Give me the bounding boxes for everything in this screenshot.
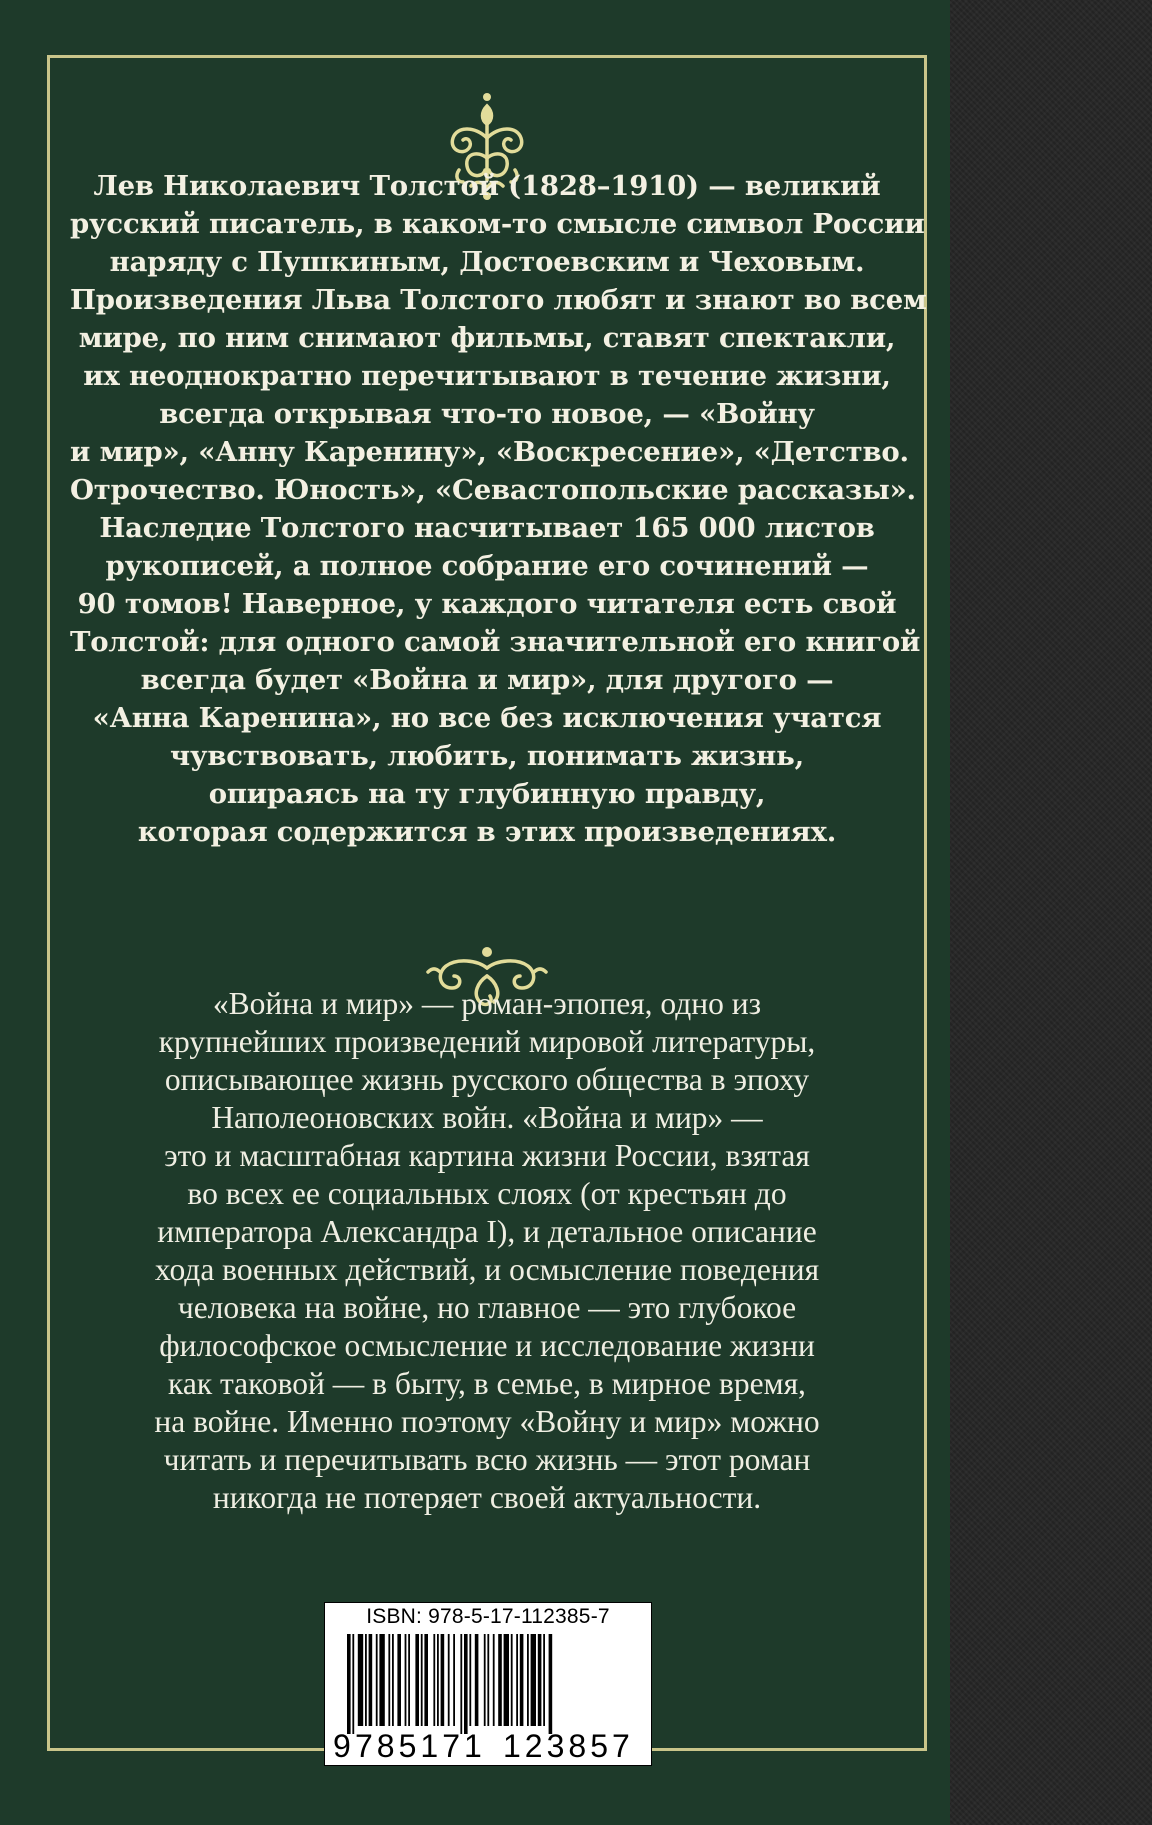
- author-biography: [70, 167, 927, 851]
- biography-line: русский писатель, в каком-то смысле символ России: [70, 208, 925, 240]
- description-line: никогда не потеряет своей актуальности.: [212, 1480, 762, 1515]
- novel-description: [70, 985, 904, 1517]
- biography-line: которая содержится в этих произведениях.: [137, 816, 837, 848]
- description-line: на войне. Именно поэтому «Войну и мир» можно: [154, 1404, 820, 1439]
- isbn-label: ISBN: 978-5-17-112385-7: [366, 1605, 610, 1628]
- barcode-digits-right: 123857: [503, 1728, 634, 1764]
- biography-line: и мир», «Анну Каренину», «Воскресение», «Детство.: [70, 436, 909, 468]
- biography-line: Отрочество. Юность», «Севастопольские рассказы».: [70, 474, 916, 506]
- biography-line: Произведения Льва Толстого любят и знают во всем: [70, 284, 927, 316]
- biography-line: чувствовать, любить, понимать жизнь,: [170, 740, 804, 772]
- biography-line: Лев Николаевич Толстой (1828–1910) — великий: [93, 170, 881, 202]
- book-spine: [950, 0, 1152, 1825]
- description-line: это и масштабная картина жизни России, взятая: [164, 1138, 810, 1173]
- description-line: Наполеоновских войн. «Война и мир» —: [211, 1100, 763, 1135]
- biography-line: мире, по ним снимают фильмы, ставят спектакли,: [78, 322, 896, 354]
- description-line: «Война и мир» — роман-эпопея, одно из: [212, 986, 762, 1021]
- biography-line: Толстой: для одного самой значительной его книгой: [70, 626, 921, 658]
- biography-line: всегда открывая что-то новое, — «Войну: [159, 398, 815, 430]
- description-line: читать и перечитывать всю жизнь — этот роман: [163, 1442, 811, 1477]
- description-line: хода военных действий, и осмысление поведения: [154, 1252, 820, 1287]
- description-line: во всех ее социальных слоях (от крестьян до: [187, 1176, 787, 1211]
- barcode-bars: [325, 1630, 651, 1735]
- biography-line: их неоднократно перечитывают в течение жизни,: [83, 360, 891, 392]
- biography-line: 90 томов! Наверное, у каждого читателя есть свой: [77, 588, 897, 620]
- description-line: описывающее жизнь русского общества в эпоху: [164, 1062, 810, 1097]
- biography-line: наряду с Пушкиным, Достоевским и Чеховым.: [109, 246, 865, 278]
- description-line: крупнейших произведений мировой литературы,: [158, 1024, 816, 1059]
- description-line: человека на войне, но главное — это глубокое: [177, 1290, 797, 1325]
- biography-line: всегда будет «Война и мир», для другого —: [140, 664, 834, 696]
- barcode-digit-first: 9: [333, 1728, 351, 1764]
- biography-line: Наследие Толстого насчитывает 165 000 листов: [99, 512, 875, 544]
- description-line: философское осмысление и исследование жизни: [159, 1328, 815, 1363]
- isbn-barcode: [324, 1602, 652, 1766]
- biography-line: рукописей, а полное собрание его сочинений —: [105, 550, 869, 582]
- biography-line: опираясь на ту глубинную правду,: [208, 778, 766, 810]
- biography-line: «Анна Каренина», но все без исключения учатся: [92, 702, 882, 734]
- description-line: как таковой — в быту, в семье, в мирное время,: [168, 1366, 806, 1401]
- description-line: императора Александра I), и детальное описание: [157, 1214, 817, 1249]
- barcode-digits-left: 785171: [355, 1728, 486, 1764]
